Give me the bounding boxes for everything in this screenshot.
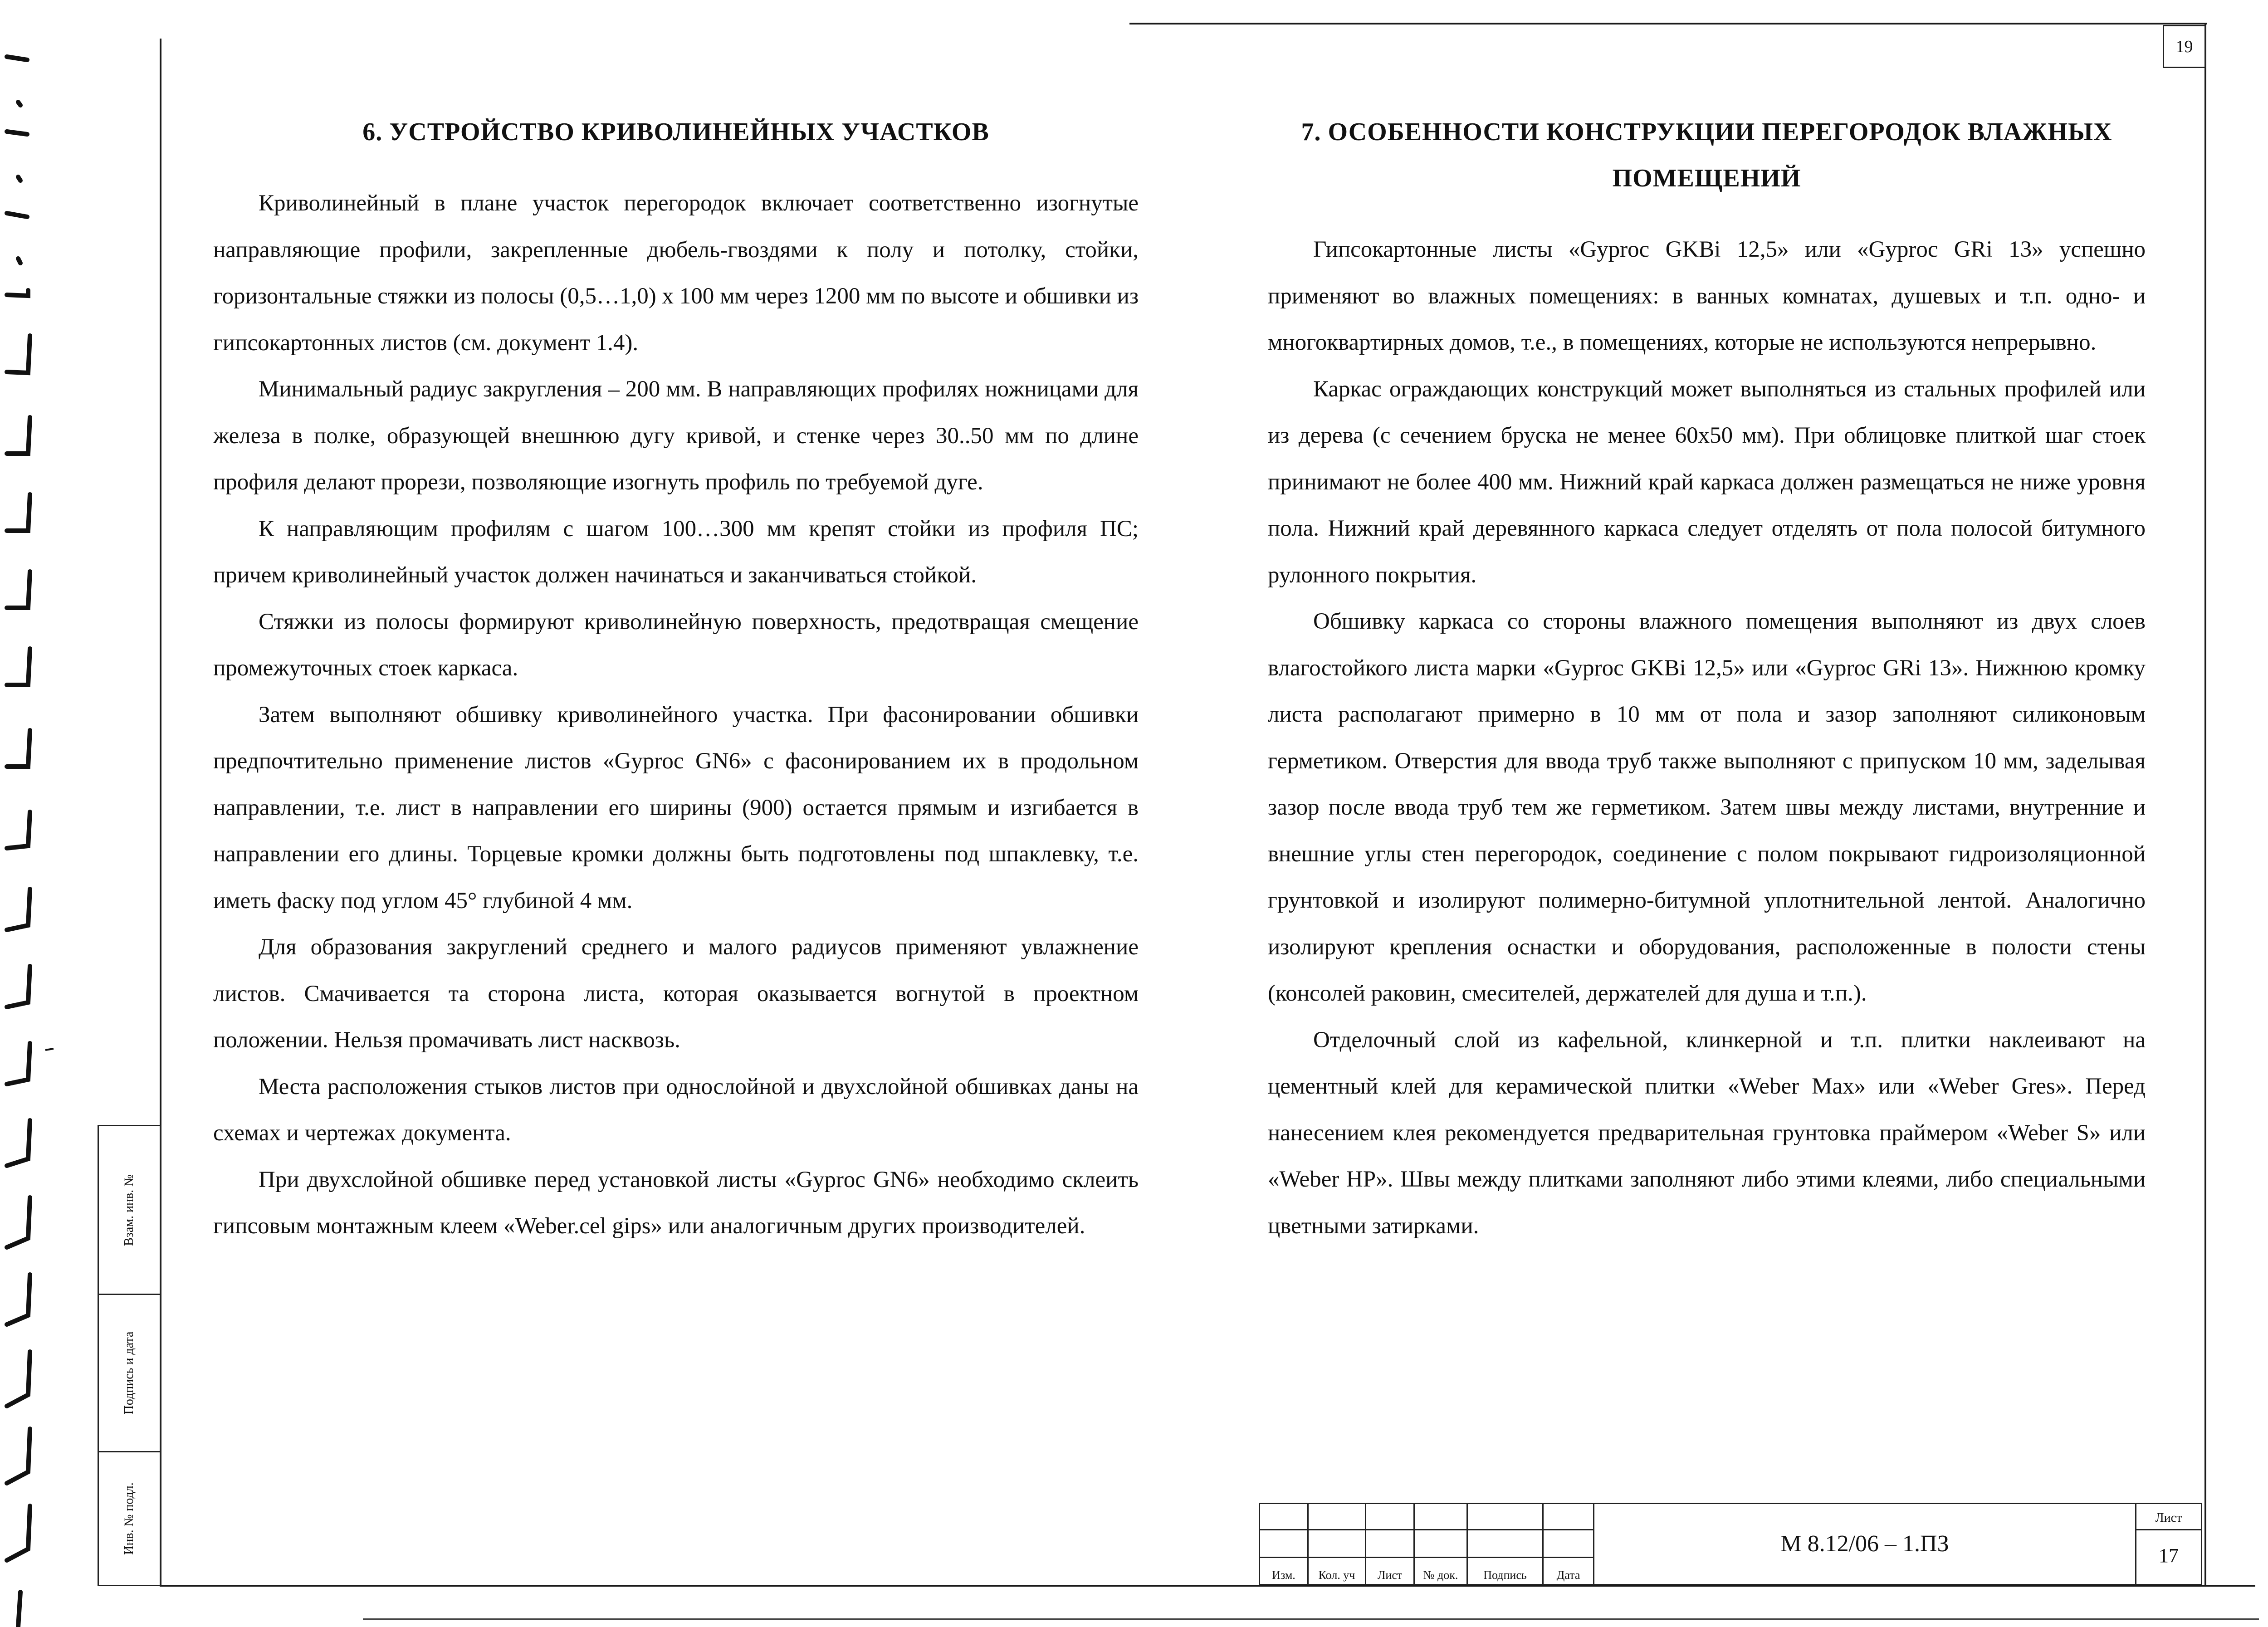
stamp-field-replacement-inv (98, 1125, 161, 1295)
paragraph: К направляющим профилям с шагом 100…300 мм крепят стойки из профиля ПС; причем криволинейный участок должен начинаться и заканчиваться стойкой. (213, 516, 1139, 588)
paragraph: Стяжки из полосы формируют криволинейную поверхность, предотвращая смещение промежуточных стоек каркаса. (213, 609, 1139, 681)
page-number-box: 19 (2163, 25, 2206, 68)
section-7-heading (1268, 109, 2146, 201)
title-block-col-label (1413, 1557, 1468, 1585)
label: Изм. (1272, 1568, 1295, 1582)
sheet-number-cell (2135, 1529, 2202, 1585)
section-6 (213, 109, 1139, 1250)
title-block-col-label (1542, 1557, 1594, 1585)
sheet-number: 17 (2159, 1544, 2179, 1567)
binding-marks (0, 0, 54, 1627)
paragraph: Каркас ограждающих конструкций может выполняться из стальных профилей или из дерева (с сечением бруска не менее 60х50 мм). При облицовке плиткой шаг стоек принимают не более 400 мм. Нижний край каркаса должен размещаться не ниже уровня пола. Нижний край деревянного каркаса следует отделять от пола полосой битумного рулонного покрытия. (1268, 376, 2146, 588)
sheet-edge-line (363, 1618, 2259, 1620)
stamp-label: Взам. инв. № (122, 1174, 136, 1246)
stamp-field-signature-date (98, 1294, 161, 1452)
section-7-heading-line1: 7. ОСОБЕННОСТИ КОНСТРУКЦИИ ПЕРЕГОРОДОК ВЛАЖНЫХ (1301, 118, 2112, 146)
label: Подпись (1483, 1568, 1527, 1582)
frame-top-line (1129, 23, 2207, 24)
stamp-label: Подпись и дата (122, 1331, 136, 1415)
title-block-col-label (1259, 1557, 1309, 1585)
paragraph: Для образования закруглений среднего и малого радиусов применяют увлажнение листов. Смачивается та сторона листа, которая оказывается вогнутой в проектном положении. Нельзя промачивать лист насквозь. (213, 934, 1139, 1053)
paragraph: Обшивку каркаса со стороны влажного помещения выполняют из двух слоев влагостойкого листа марки «Gyproc GKBi 12,5» или «Gyproc GRi 13». Нижнюю кромку листа располагают примерно в 10 мм от пола и зазор заполняют силиконовым герметиком. Отверстия для ввода труб также выполняют с припуском 10 мм, заделывая зазор после ввода труб тем же герметиком. Затем швы между листами, внутренние и внешние углы стен перегородок, соединение с полом покрывают гидроизоляционной грунтовкой и изолируют полимерно-битумной уплотнительной лентой. Аналогично изолируют крепления оснастки и оборудования, расположенные в полости стены (консолей раковин, смесителей, держателей для душа и т.п.). (1268, 609, 2146, 1006)
label: Лист (1377, 1568, 1403, 1582)
paragraph: Криволинейный в плане участок перегородок включает соответственно изогнутые направляющие профили, закрепленные дюбель-гвоздями к полу и потолку, стойки, горизонтальные стяжки из полосы (0,5…1,0) x 100 мм через 1200 мм по высоте и обшивки из гипсокартонных листов (см. документ 1.4). (213, 191, 1139, 356)
label: Кол. уч (1318, 1568, 1355, 1582)
stamp-field-original-inv (98, 1451, 161, 1586)
section-6-heading: 6. УСТРОЙСТВО КРИВОЛИНЕЙНЫХ УЧАСТКОВ (362, 118, 989, 146)
title-block-col-label (1307, 1557, 1366, 1585)
paragraph: Отделочный слой из кафельной, клинкерной и т.п. плитки наклеивают на цементный клей для керамической плитки «Weber Max» или «Weber Gres». Перед нанесением клея рекомендуется предварительная грунтовка праймером «Weber S» или «Weber HP». Швы между плитками заполняют либо этими клеями, либо специальными цветными затирками. (1268, 1027, 2146, 1239)
paragraph: Места расположения стыков листов при однослойной и двухслойной обшивках даны на схемах и чертежах документа. (213, 1074, 1139, 1146)
stamp-label: Инв. № подл. (122, 1482, 136, 1555)
document-code-cell (1593, 1503, 2136, 1585)
label: Дата (1556, 1568, 1580, 1582)
title-block-col-label (1466, 1557, 1544, 1585)
sheet-label-cell (2135, 1503, 2202, 1530)
label: № док. (1423, 1568, 1458, 1582)
section-7 (1268, 109, 2146, 1249)
frame-right-line (2204, 23, 2206, 1585)
sheet-label: Лист (2155, 1511, 2182, 1525)
paragraph: Затем выполняют обшивку криволинейного участка. При фасонировании обшивки предпочтительно применение листов «Gyproc GN6» с фасонированием их в продольном направлении, т.е. лист в направлении его ширины (900) остается прямым и изгибается в направлении его длины. Торцевые кромки должны быть подготовлены под шпаклевку, т.е. иметь фаску под углом 45° глубиной 4 мм. (213, 702, 1139, 914)
paragraph: Минимальный радиус закругления – 200 мм. В направляющих профилях ножницами для железа в полке, образующей внешнюю дугу кривой, и стенке через 30..50 мм по длине профиля делают прорези, позволяющие изогнуть профиль по требуемой дуге. (213, 376, 1139, 495)
paragraph: При двухслойной обшивке перед установкой листы «Gyproc GN6» необходимо склеить гипсовым монтажным клеем «Weber.cel gips» или аналогичным других производителей. (213, 1167, 1139, 1239)
document-code: М 8.12/06 – 1.ПЗ (1780, 1531, 1949, 1557)
title-block (1259, 1503, 2202, 1585)
paragraph: Гипсокартонные листы «Gyproc GKBi 12,5» или «Gyproc GRi 13» успешно применяют во влажных помещениях: в ванных комнатах, душевых и т.п. одно- и многоквартирных домов, т.е., в помещениях, которые не используются непрерывно. (1268, 237, 2146, 355)
title-block-col-label (1365, 1557, 1415, 1585)
section-7-heading-line2: ПОМЕЩЕНИЙ (1612, 164, 1801, 192)
